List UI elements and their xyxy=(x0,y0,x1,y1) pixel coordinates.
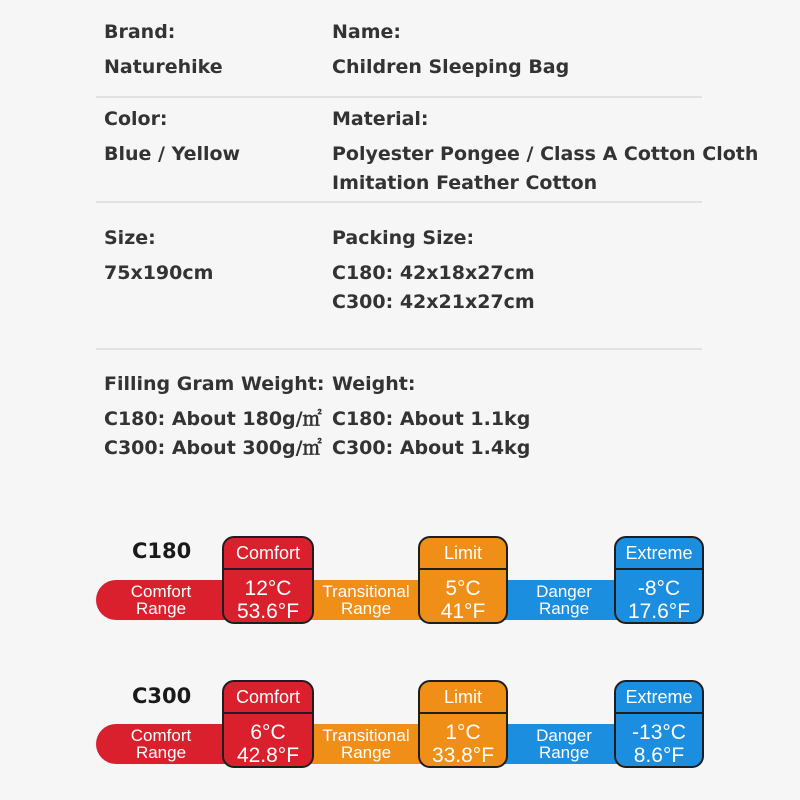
danger-range-segment xyxy=(504,724,624,764)
model-label-c300: C300 xyxy=(132,684,192,708)
danger-range-text: Danger xyxy=(536,582,592,601)
comfort-range-text: Comfort xyxy=(130,582,192,601)
filling-line: C180: About 180g/㎡ xyxy=(104,408,322,430)
extreme-temp-box xyxy=(614,536,704,624)
color-value: Blue / Yellow xyxy=(104,143,241,165)
transitional-range-segment xyxy=(310,580,422,620)
extreme-caption: Extreme xyxy=(616,682,702,714)
comfort-caption: Comfort xyxy=(224,682,312,714)
comfort-range-text: Comfort xyxy=(130,726,192,745)
packing-line: C300: 42x21x27cm xyxy=(332,291,535,313)
divider xyxy=(96,201,702,203)
danger-range-segment xyxy=(504,580,624,620)
brand-label: Brand: xyxy=(104,21,176,43)
limit-fahrenheit: 33.8°F xyxy=(431,744,495,767)
extreme-celsius: -13°C xyxy=(632,721,686,744)
material-label: Material: xyxy=(332,108,429,130)
transitional-range-text: Transitional xyxy=(322,726,410,745)
name-value: Children Sleeping Bag xyxy=(332,56,570,78)
model-label-c180: C180 xyxy=(132,539,192,563)
weight-label: Weight: xyxy=(332,373,416,395)
size-label: Size: xyxy=(104,227,156,249)
material-spec xyxy=(332,105,758,198)
packing-label: Packing Size: xyxy=(332,227,475,249)
filling-spec xyxy=(104,370,324,463)
size-spec xyxy=(104,224,213,288)
transitional-range-text: Range xyxy=(340,599,392,618)
brand-spec xyxy=(104,18,223,82)
comfort-fahrenheit: 42.8°F xyxy=(236,744,300,767)
comfort-caption: Comfort xyxy=(224,538,312,570)
divider xyxy=(96,348,702,350)
extreme-fahrenheit: 17.6°F xyxy=(627,600,691,623)
divider xyxy=(96,96,702,98)
comfort-temp-box xyxy=(222,680,314,768)
limit-celsius: 1°C xyxy=(445,721,481,744)
extreme-caption: Extreme xyxy=(616,538,702,570)
limit-caption: Limit xyxy=(420,682,506,714)
danger-range-text: Range xyxy=(538,599,590,618)
brand-value: Naturehike xyxy=(104,56,223,78)
packing-spec xyxy=(332,224,535,317)
comfort-range-text: Range xyxy=(135,743,187,762)
extreme-temp-box xyxy=(614,680,704,768)
filling-label: Filling Gram Weight: xyxy=(104,373,325,395)
comfort-range-text: Range xyxy=(135,599,187,618)
comfort-range-segment xyxy=(96,580,226,620)
transitional-range-text: Transitional xyxy=(322,582,410,601)
limit-temp-box xyxy=(418,536,508,624)
color-label: Color: xyxy=(104,108,168,130)
weight-line: C180: About 1.1kg xyxy=(332,408,531,430)
danger-range-text: Danger xyxy=(536,726,592,745)
comfort-fahrenheit: 53.6°F xyxy=(236,600,300,623)
name-spec xyxy=(332,18,569,82)
weight-line: C300: About 1.4kg xyxy=(332,437,531,459)
size-value: 75x190cm xyxy=(104,262,214,284)
name-label: Name: xyxy=(332,21,402,43)
comfort-celsius: 6°C xyxy=(250,721,286,744)
limit-temp-box xyxy=(418,680,508,768)
danger-range-text: Range xyxy=(538,743,590,762)
color-spec xyxy=(104,105,240,169)
material-line: Imitation Feather Cotton xyxy=(332,172,598,194)
comfort-celsius: 12°C xyxy=(244,577,292,600)
limit-fahrenheit: 41°F xyxy=(440,600,486,623)
limit-celsius: 5°C xyxy=(445,577,481,600)
transitional-range-text: Range xyxy=(340,743,392,762)
comfort-temp-box xyxy=(222,536,314,624)
extreme-celsius: -8°C xyxy=(637,577,681,600)
material-line: Polyester Pongee / Class A Cotton Cloth xyxy=(332,143,759,165)
filling-line: C300: About 300g/㎡ xyxy=(104,437,322,459)
comfort-range-segment xyxy=(96,724,226,764)
weight-spec xyxy=(332,370,530,463)
extreme-fahrenheit: 8.6°F xyxy=(633,744,685,767)
transitional-range-segment xyxy=(310,724,422,764)
packing-line: C180: 42x18x27cm xyxy=(332,262,535,284)
limit-caption: Limit xyxy=(420,538,506,570)
